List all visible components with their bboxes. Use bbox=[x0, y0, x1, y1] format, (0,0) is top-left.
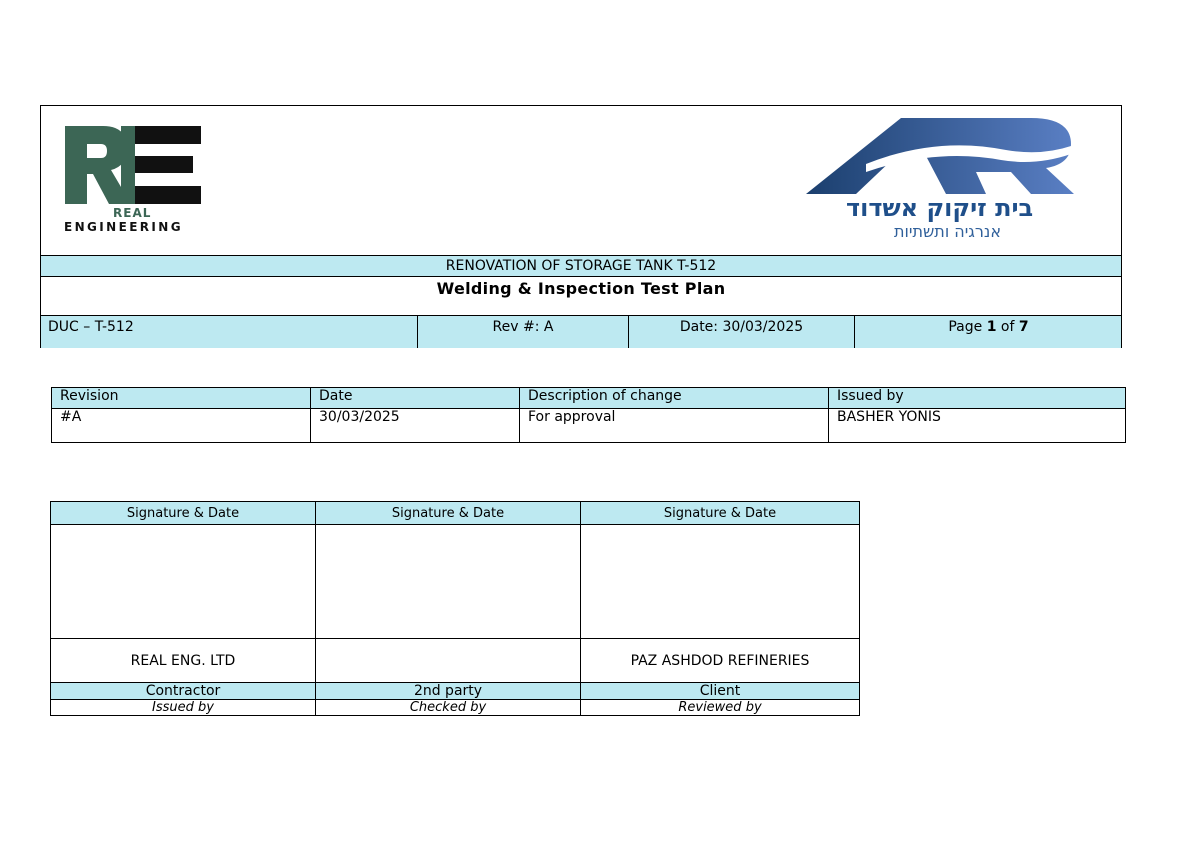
table-row bbox=[52, 409, 1126, 443]
cell-description: For approval bbox=[520, 409, 829, 443]
real-engineering-logo bbox=[63, 124, 203, 234]
signature-header: Signature & Date bbox=[316, 502, 581, 525]
signature-header: Signature & Date bbox=[581, 502, 860, 525]
page-current: 1 bbox=[986, 319, 997, 335]
signature-table bbox=[50, 501, 860, 716]
action-issued-by: Issued by bbox=[51, 700, 316, 716]
cell-issued-by: BASHER YONIS bbox=[829, 409, 1126, 443]
header-date: Date bbox=[311, 388, 520, 409]
document-meta-row bbox=[41, 315, 1121, 348]
action-reviewed-by: Reviewed by bbox=[581, 700, 860, 716]
hebrew-tagline: אנרגיה ותשתיות bbox=[894, 222, 1002, 241]
revision-table bbox=[51, 387, 1126, 443]
header-description: Description of change bbox=[520, 388, 829, 409]
page-label: Page bbox=[948, 319, 983, 335]
hebrew-name: בית זיקוק אשדוד bbox=[846, 194, 1034, 222]
page-of: of bbox=[1000, 319, 1015, 335]
role-client: Client bbox=[581, 683, 860, 700]
company-contractor: REAL ENG. LTD bbox=[51, 639, 316, 683]
signature-box-2nd-party bbox=[316, 525, 581, 639]
document-title: Welding & Inspection Test Plan bbox=[436, 279, 726, 298]
signature-box-client bbox=[581, 525, 860, 639]
logo-row bbox=[41, 106, 1121, 255]
header-issued-by: Issued by bbox=[829, 388, 1126, 409]
action-row bbox=[51, 700, 860, 716]
role-contractor: Contractor bbox=[51, 683, 316, 700]
role-2nd-party: 2nd party bbox=[316, 683, 581, 700]
page-total: 7 bbox=[1018, 319, 1029, 335]
page-counter bbox=[855, 316, 1122, 348]
re-logo-mark bbox=[63, 124, 203, 206]
project-title: RENOVATION OF STORAGE TANK T-512 bbox=[41, 255, 1121, 277]
ashdod-refinery-logo bbox=[806, 116, 1086, 246]
doc-number: DUC – T-512 bbox=[48, 319, 134, 335]
cell-date: 30/03/2025 bbox=[311, 409, 520, 443]
signature-header-row bbox=[51, 502, 860, 525]
signature-box-contractor bbox=[51, 525, 316, 639]
action-checked-by: Checked by bbox=[316, 700, 581, 716]
revision-header-row bbox=[52, 388, 1126, 409]
revision-number: Rev #: A bbox=[492, 319, 554, 335]
logo-text-engineering: ENGINEERING bbox=[64, 220, 183, 234]
ar-logo-mark bbox=[806, 116, 1076, 198]
document-date: Date: 30/03/2025 bbox=[679, 319, 804, 335]
company-client: PAZ ASHDOD REFINERIES bbox=[581, 639, 860, 683]
document-header bbox=[40, 105, 1122, 348]
company-2nd-party bbox=[316, 639, 581, 683]
logo-text-real: REAL bbox=[113, 206, 152, 220]
header-revision: Revision bbox=[52, 388, 311, 409]
signature-header: Signature & Date bbox=[51, 502, 316, 525]
cell-revision: #A bbox=[52, 409, 311, 443]
role-row bbox=[51, 683, 860, 700]
signature-space-row bbox=[51, 525, 860, 639]
company-row bbox=[51, 639, 860, 683]
